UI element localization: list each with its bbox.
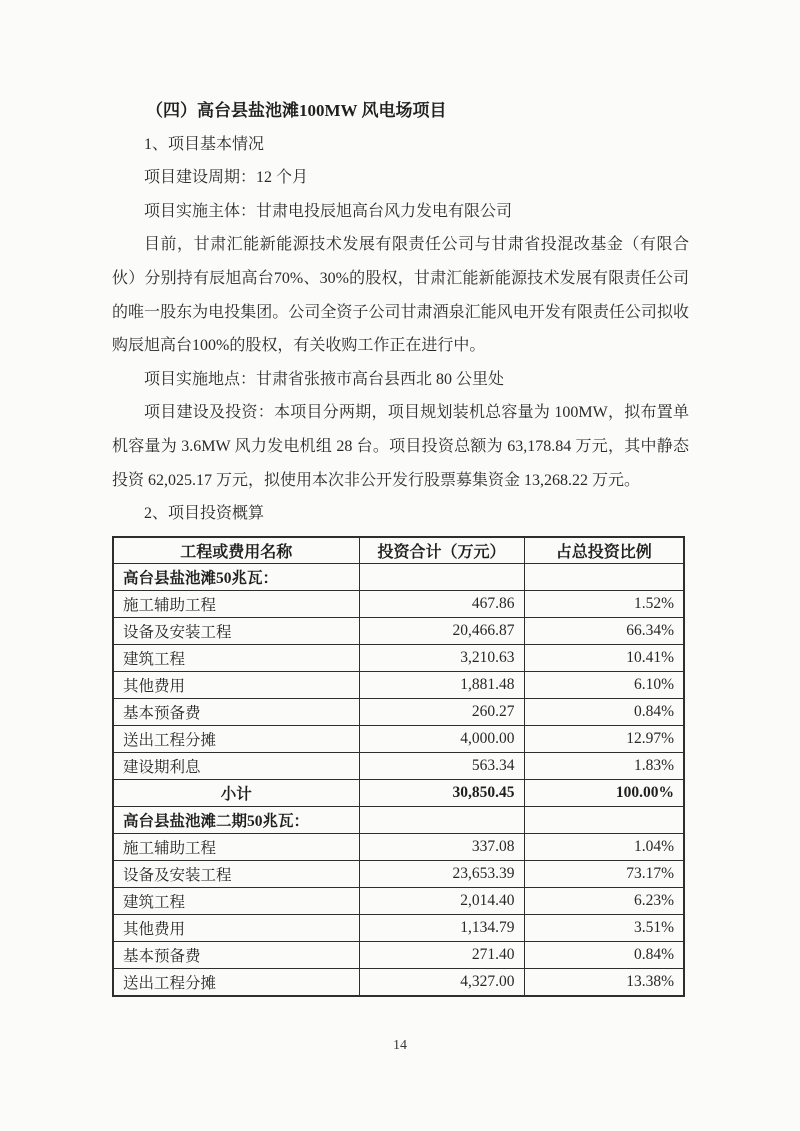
- cell-pct: [524, 564, 684, 591]
- cell-name: 设备及安装工程: [113, 861, 359, 888]
- table-row: [113, 726, 684, 753]
- cell-name: 建筑工程: [113, 888, 359, 915]
- cell-total: 467.86: [359, 591, 524, 618]
- paragraph-implementing-entity: 项目实施主体：甘肃电投辰旭高台风力发电有限公司: [144, 202, 513, 220]
- table-row: [113, 753, 684, 780]
- table-header-investment-total: 投资合计（万元）: [359, 537, 524, 564]
- table-row: [113, 618, 684, 645]
- cell-name: 小计: [113, 780, 359, 807]
- cell-pct: 12.97%: [524, 726, 684, 753]
- cell-total: 1,881.48: [359, 672, 524, 699]
- cell-pct: 6.10%: [524, 672, 684, 699]
- cell-total: 30,850.45: [359, 780, 524, 807]
- cell-name: 基本预备费: [113, 942, 359, 969]
- cell-name: 建设期利息: [113, 753, 359, 780]
- table-row: [113, 834, 684, 861]
- paragraph-location: 项目实施地点：甘肃省张掖市高台县西北 80 公里处: [144, 370, 505, 388]
- paragraph-ownership: 目前，甘肃汇能新能源技术发展有限责任公司与甘肃省投混改基金（有限合伙）分别持有辰旭高台70%、30%的股权，甘肃汇能新能源技术发展有限责任公司的唯一股东为电投集团。公司全资子公司甘肃酒泉汇能风电开发有限责任公司拟收购辰旭高台100%的股权，有关收购工作正在进行中。: [112, 236, 689, 355]
- cell-total: 3,210.63: [359, 645, 524, 672]
- cell-total: 4,327.00: [359, 969, 524, 996]
- paragraph-build-period: 项目建设周期：12 个月: [144, 169, 309, 187]
- cell-pct: 10.41%: [524, 645, 684, 672]
- cell-name: 送出工程分摊: [113, 969, 359, 996]
- table-header-item-name: 工程或费用名称: [113, 537, 359, 564]
- table-header-row: [113, 537, 684, 564]
- cell-pct: 13.38%: [524, 969, 684, 996]
- section-heading: （四）高台县盐池滩100MW 风电场项目: [146, 101, 447, 120]
- table-row: [113, 915, 684, 942]
- cell-pct: 100.00%: [524, 780, 684, 807]
- cell-name: 其他费用: [113, 672, 359, 699]
- cell-name: 施工辅助工程: [113, 591, 359, 618]
- cell-total: 23,653.39: [359, 861, 524, 888]
- cell-name: 其他费用: [113, 915, 359, 942]
- cell-total: 563.34: [359, 753, 524, 780]
- cell-name: 设备及安装工程: [113, 618, 359, 645]
- table-row: [113, 861, 684, 888]
- table-section-row: [113, 807, 684, 834]
- cell-total: [359, 564, 524, 591]
- table-section-row: [113, 564, 684, 591]
- table-row: [113, 591, 684, 618]
- cell-pct: 3.51%: [524, 915, 684, 942]
- paragraph-investment: 项目建设及投资：本项目分两期，项目规划装机总容量为 100MW，拟布置单机容量为 3.6MW 风力发电机组 28 台。项目投资总额为 63,178.84 万元，其中静态投资 62,025.17 万元，拟使用本次非公开发行股票募集资金 13,268.22 万元。: [112, 404, 689, 489]
- table-row: [113, 645, 684, 672]
- cell-pct: 6.23%: [524, 888, 684, 915]
- investment-table: [112, 536, 685, 997]
- cell-pct: 1.04%: [524, 834, 684, 861]
- cell-total: 271.40: [359, 942, 524, 969]
- cell-name: 施工辅助工程: [113, 834, 359, 861]
- cell-pct: 73.17%: [524, 861, 684, 888]
- table-row: [113, 888, 684, 915]
- cell-name: 高台县盐池滩二期50兆瓦：: [113, 807, 359, 834]
- subsection-1-title: 1、项目基本情况: [144, 135, 265, 153]
- table-row: [113, 672, 684, 699]
- cell-total: 1,134.79: [359, 915, 524, 942]
- cell-pct: 0.84%: [524, 942, 684, 969]
- table-row: [113, 969, 684, 996]
- cell-name: 送出工程分摊: [113, 726, 359, 753]
- page-number: 14: [393, 1038, 407, 1053]
- cell-name: 建筑工程: [113, 645, 359, 672]
- cell-pct: 1.83%: [524, 753, 684, 780]
- cell-name: 基本预备费: [113, 699, 359, 726]
- cell-pct: 66.34%: [524, 618, 684, 645]
- cell-total: 2,014.40: [359, 888, 524, 915]
- cell-pct: 0.84%: [524, 699, 684, 726]
- investment-table-body: [113, 564, 684, 996]
- cell-total: 4,000.00: [359, 726, 524, 753]
- document-content: [112, 94, 689, 997]
- table-row: [113, 699, 684, 726]
- table-row: [113, 942, 684, 969]
- cell-total: 337.08: [359, 834, 524, 861]
- cell-total: [359, 807, 524, 834]
- cell-pct: 1.52%: [524, 591, 684, 618]
- table-header-investment-share: 占总投资比例: [524, 537, 684, 564]
- cell-total: 20,466.87: [359, 618, 524, 645]
- cell-pct: [524, 807, 684, 834]
- subsection-2-title: 2、项目投资概算: [144, 505, 265, 523]
- cell-total: 260.27: [359, 699, 524, 726]
- table-subtotal-row: [113, 780, 684, 807]
- cell-name: 高台县盐池滩50兆瓦：: [113, 564, 359, 591]
